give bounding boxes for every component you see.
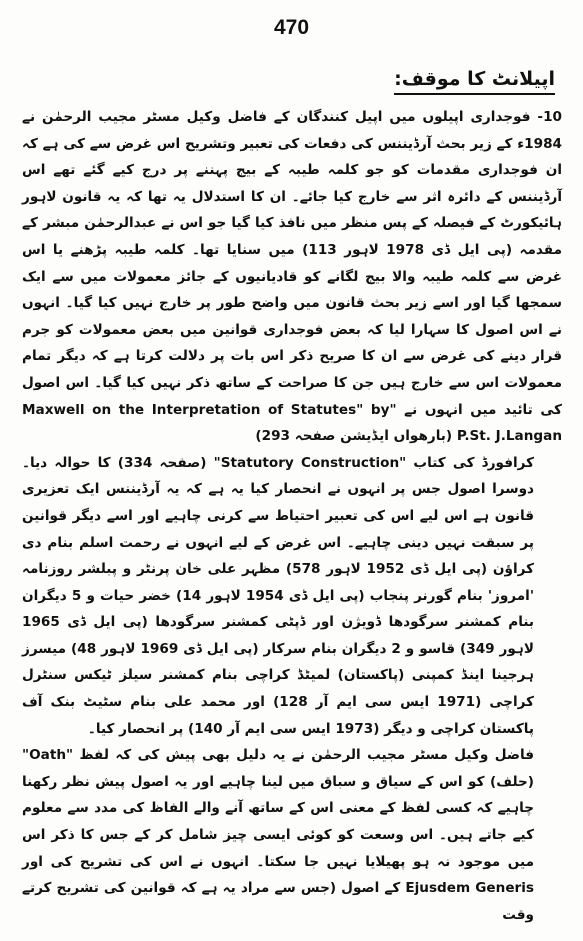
- section-heading: اپیلانٹ کا موقف:: [394, 66, 555, 95]
- body-text: [22, 104, 562, 928]
- paragraph-1: 10- فوجداری اپیلوں میں اپیل کنندگان کے فاضل وکیل مسٹر مجیب الرحمٰن نے 1984ء کے زیر بحث آرڈیننس کی دفعات کی تعبیر وتشریح اس غرض سے کی ہے کہ ان فوجداری مقدمات کو جو کلمہ طیبہ کے بیج پہننے پر درج کیے گئے تھے اس آرڈیننس کے دائرہ اثر سے خارج کیا جائے۔ ان کا استدلال یہ تھا کہ یہ قانون لاہور ہائیکورٹ کے فیصلہ کے پس منظر میں نافذ کیا گیا جو اس نے عبدالرحمٰن مبشر کے مقدمہ (پی ایل ڈی 1978 لاہور 113) میں سنایا تھا۔ کلمہ طیبہ پڑھنے یا اس غرض سے کلمہ طیبہ والا بیج لگانے کو قادیانیوں کے جائز معمولات میں سے ایک سمجھا گیا اور اسے زیر بحث قانون میں واضح طور پر خارج نہیں کیا گیا۔ انہوں نے اس اصول کا سہارا لیا کہ بعض فوجداری قوانین میں بعض معمولات کو جرم قرار دینے کی غرض سے ان کا صریح ذکر اس بات پر دلالت کرتا ہے کہ دیگر تمام معمولات اس سے خارج ہیں جن کا صراحت کے ساتھ ذکر نہیں کیا گیا۔ اس اصول کی تائید میں انہوں نے "Maxwell on the Interpretation of Statutes" by P.St. J.Langan (بارھواں ایڈیشن صفحہ 293): [22, 109, 563, 445]
- paragraph-2: کرافورڈ کی کتاب "Statutory Construction" (صفحہ 334) کا حوالہ دیا۔ دوسرا اصول جس پر انہوں نے انحصار کیا یہ ہے کہ یہ آرڈیننس ایک تعزیری قانون ہے اس لیے اس کی تعبیر احتیاط سے کرنی چاہیے اور اسے دیگر قوانین پر سبقت نہیں دینی چاہیے۔ اس غرض کے لیے انہوں نے رحمت اسلم بنام دی کراؤن (پی ایل ڈی 1952 لاہور 578) مظہر علی خان پرنٹر و پبلشر روزنامہ 'امروز' بنام گورنر پنجاب (پی ایل ڈی 1954 لاہور 14) خضر حیات و 5 دیگران بنام کمشنر سرگودھا ڈویژن اور ڈپٹی کمشنر سرگودھا (پی ایل ڈی 1965 لاہور 349) قاسو و 2 دیگران بنام سرکار (پی ایل ڈی 1969 لاہور 48) میسرز ہرجینا اینڈ کمپنی (پاکستان) لمیٹڈ کراچی بنام کمشنر سیلز ٹیکس سنٹرل کراچی (1971 ایس سی ایم آر 128) اور محمد علی بنام سٹیٹ بنک آف پاکستان کراچی و دیگر (1973 ایس سی ایم آر 140) پر انحصار کیا۔: [22, 454, 535, 737]
- paragraph-3: فاضل وکیل مسٹر مجیب الرحمٰن نے یہ دلیل بھی پیش کی کہ لفظ "Oath" (حلف) کو اس کے سیاق و سباق میں لینا چاہیے اور یہ اصول پیش نظر رکھنا چاہیے کہ کسی لفظ کے معنی اس کے ساتھ آنے والے الفاظ کی مدد سے معلوم کیے جاتے ہیں۔ اس وسعت کو کوئی ایسی چیز شامل کر کے جس کا ذکر اس میں موجود نہ ہو پھیلایا نہیں جا سکتا۔ انہوں نے اس کی تشریح کی اور Ejusdem Generis کے اصول (جس سے مراد یہ ہے کہ قوانین کی تشریح کرتے وقت: [22, 747, 534, 923]
- page-number: 470: [273, 16, 310, 39]
